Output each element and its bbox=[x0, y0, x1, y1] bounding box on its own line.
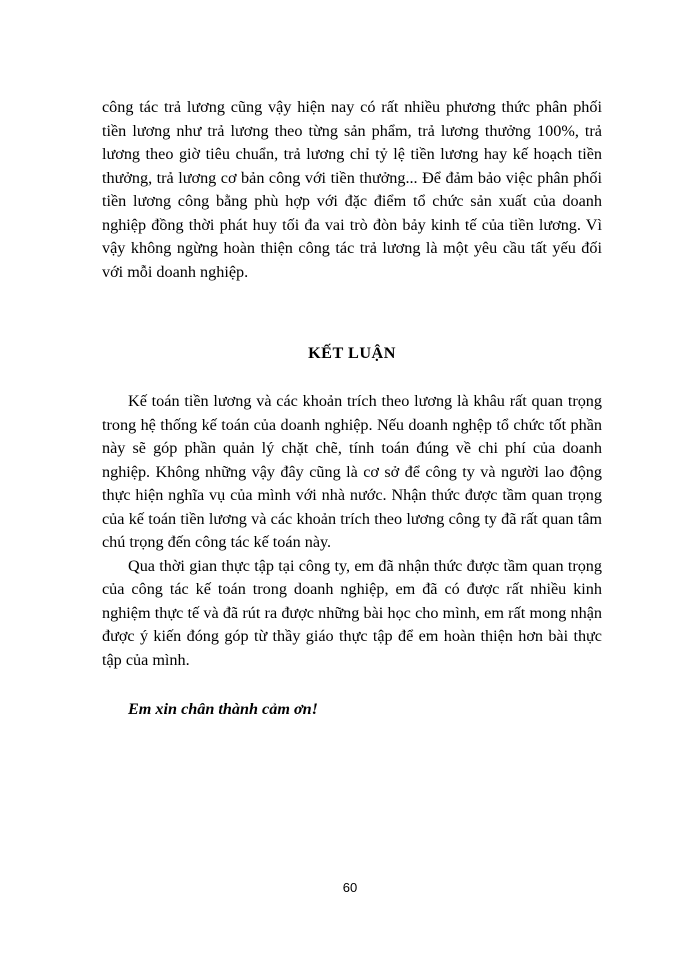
conclusion-body bbox=[102, 390, 602, 672]
conclusion-paragraph-2: Qua thời gian thực tập tại công ty, em đã nhận thức được tầm quan trọng của công tác kế toán trong doanh nghiệp, em đã có được rất nhiều kinh nghiệm thực tế và đã rút ra được những bài học cho mình, em rất mong nhận được ý kiến đóng góp từ thầy giáo thực tập để em hoàn thiện hơn bài thực tập của mình. bbox=[102, 556, 602, 669]
paragraph-continuation: công tác trả lương cũng vậy hiện nay có rất nhiều phương thức phân phối tiền lương như trả lương theo từng sản phẩm, trả lương thưởng 100%, trả lương theo giờ tiêu chuẩn, trả lương chỉ tỷ lệ tiền lương hay kế hoạch tiền thưởng, trả lương cơ bản công với tiền thưởng... Để đảm bảo việc phân phối tiền lương công bằng phù hợp với đặc điểm tổ chức sản xuất của doanh nghiệp đồng thời phát huy tối đa vai trò đòn bảy kinh tế của tiền lương. Vì vậy không ngừng hoàn thiện công tác trả lương là một yêu cầu tất yếu đối với mỗi doanh nghiệp. bbox=[102, 98, 602, 281]
previous-section-text bbox=[102, 96, 602, 284]
closing-thanks: Em xin chân thành cảm ơn! bbox=[128, 700, 318, 718]
page-number: 60 bbox=[342, 880, 358, 895]
section-heading-conclusion: KẾT LUẬN bbox=[308, 344, 396, 362]
conclusion-paragraph-1: Kế toán tiền lương và các khoản trích theo lương là khâu rất quan trọng trong hệ thống kế toán của doanh nghiệp. Nếu doanh nghệp tổ chức tốt phần này sẽ góp phần quản lý chặt chẽ, tính toán đúng về chi phí của doanh nghiệp. Không những vậy đây cũng là cơ sở để công ty và người lao động thực hiện nghĩa vụ của mình với nhà nước. Nhận thức được tầm quan trọng của kế toán tiền lương và các khoản trích theo lương công ty đã rất quan tâm chú trọng đến công tác kế toán này. bbox=[102, 392, 602, 551]
